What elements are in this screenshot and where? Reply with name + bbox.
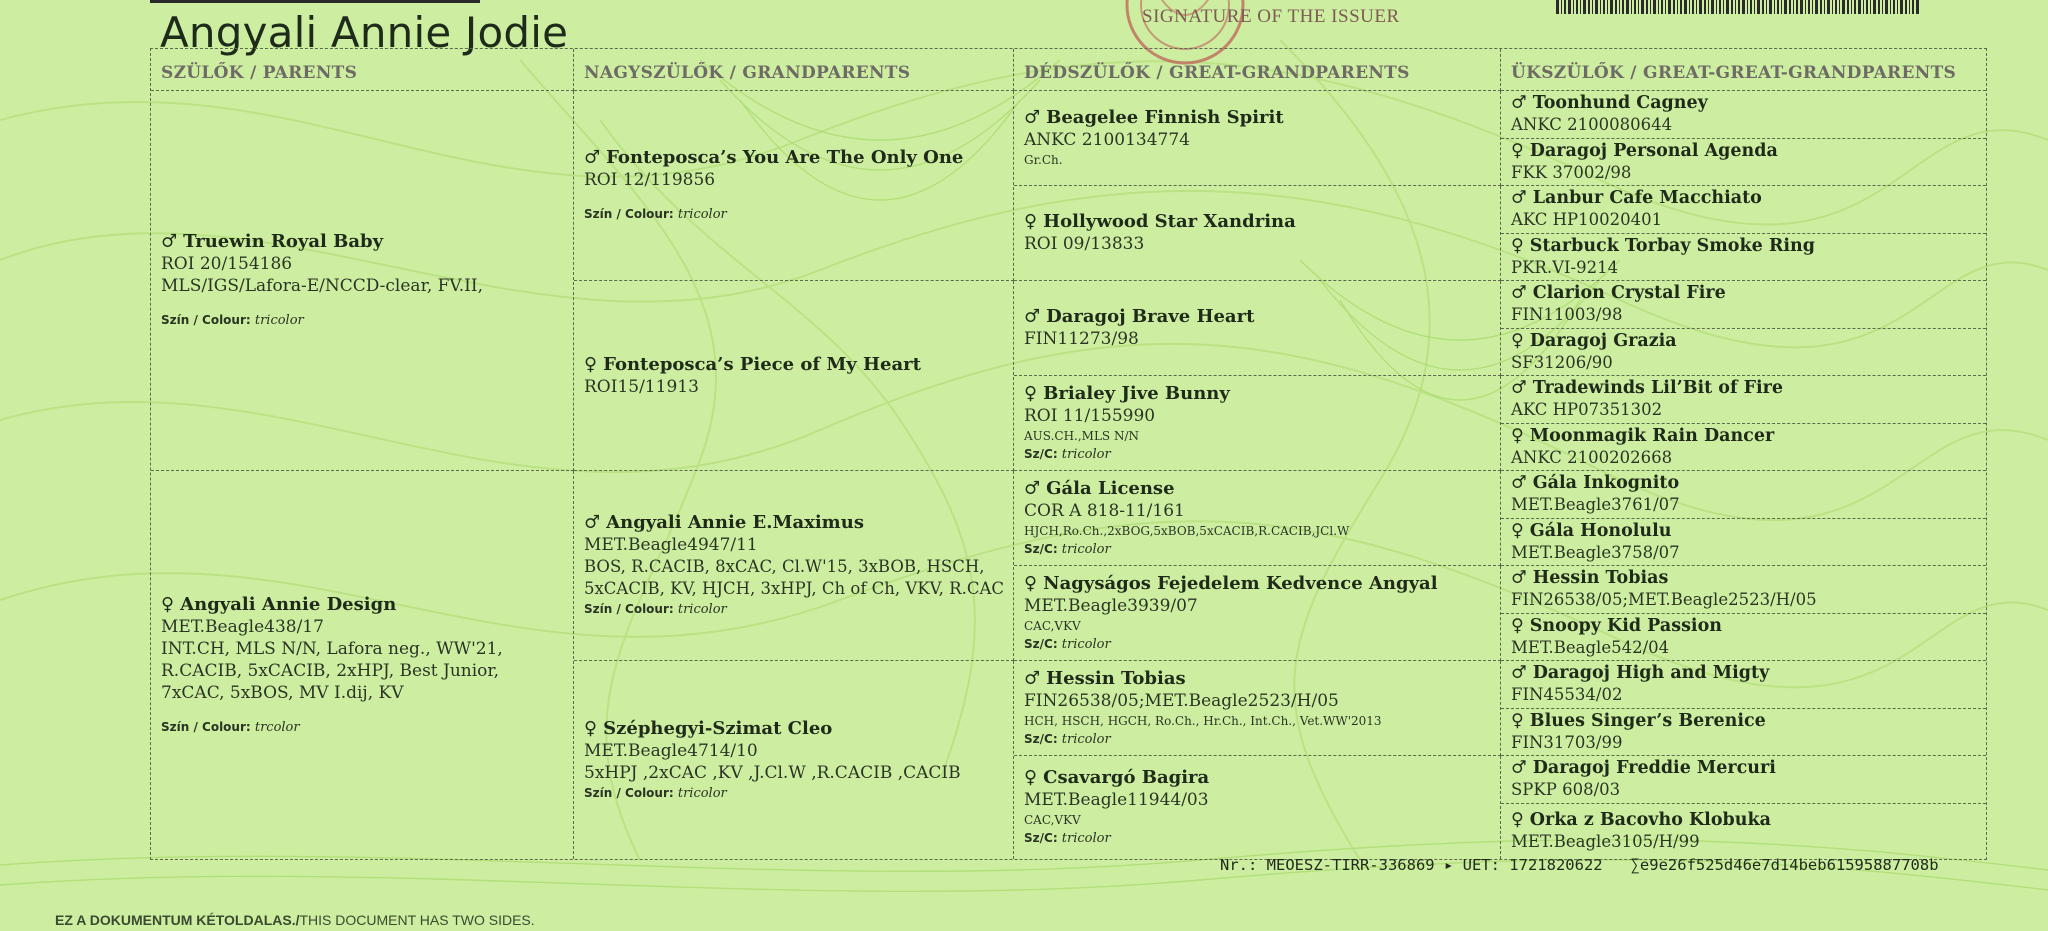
registration-number: MET.Beagle438/17 — [161, 616, 324, 637]
dog-name: Tradewinds Lil’Bit of Fire — [1532, 378, 1784, 399]
female-sex-icon: ♀ — [1511, 425, 1524, 446]
dog-name: Lanbur Cafe Macchiato — [1532, 188, 1762, 209]
dog-name: Daragoj Personal Agenda — [1529, 140, 1778, 161]
female-sex-icon: ♀ — [1511, 810, 1524, 831]
colour-label: Szín / Colour: — [584, 602, 674, 616]
registration-number: ANKC 2100134774 — [1024, 130, 1190, 150]
great-great-grandparent-9 — [1501, 471, 1986, 519]
registration-number: ROI15/11913 — [584, 376, 699, 397]
colour-label: Sz/C: — [1024, 541, 1058, 556]
male-sex-icon: ♂ — [161, 231, 178, 252]
female-sex-icon: ♀ — [1024, 572, 1038, 594]
colour-value: tricolor — [1061, 541, 1111, 557]
male-sex-icon: ♂ — [1024, 477, 1041, 499]
dog-name: Beagelee Finnish Spirit — [1046, 107, 1284, 128]
dog-name: Nagyságos Fejedelem Kedvence Angyal — [1043, 572, 1438, 594]
dog-name: Clarion Crystal Fire — [1532, 283, 1726, 304]
dog-name: Csavargó Bagira — [1043, 767, 1210, 788]
dog-titles: Gr.Ch. — [1024, 153, 1063, 167]
registration-number: MET.Beagle3939/07 — [1024, 595, 1198, 616]
two-sided-notice-en: THIS DOCUMENT HAS TWO SIDES. — [299, 912, 535, 928]
female-sex-icon: ♀ — [1511, 235, 1524, 256]
dog-name: Moonmagik Rain Dancer — [1529, 425, 1775, 446]
great-grandparent-2 — [1014, 186, 1501, 281]
dog-name: Starbuck Torbay Smoke Ring — [1529, 235, 1815, 256]
registration-number: PKR.VI-9214 — [1511, 257, 1619, 277]
colour-label: Szín / Colour: — [584, 785, 674, 800]
registration-number: MET.Beagle4947/11 — [584, 535, 758, 555]
dog-name: Angyali Annie Design — [180, 593, 397, 615]
colour-label: Szín / Colour: — [161, 719, 251, 734]
pedigree-table — [150, 48, 1987, 860]
header-grandparents: NAGYSZÜLŐK / GRANDPARENTS — [574, 49, 1014, 91]
colour-value: tricolor — [677, 602, 727, 617]
female-sex-icon: ♀ — [1511, 520, 1524, 541]
male-sex-icon: ♂ — [1024, 667, 1041, 689]
great-great-grandparent-3 — [1501, 186, 1986, 234]
registration-number: SPKP 608/03 — [1511, 780, 1621, 800]
male-sex-icon: ♂ — [1511, 758, 1527, 779]
dog-name: Hollywood Star Xandrina — [1043, 211, 1296, 232]
female-sex-icon: ♀ — [584, 353, 598, 375]
dog-titles: AUS.CH.,MLS N/N — [1024, 428, 1139, 443]
registration-number: MET.Beagle3105/H/99 — [1511, 832, 1700, 852]
header-great-grandparents: DÉDSZÜLŐK / GREAT-GRANDPARENTS — [1014, 49, 1501, 91]
registration-number: COR A 818-11/161 — [1024, 500, 1185, 521]
male-sex-icon: ♂ — [1511, 93, 1527, 114]
dog-titles: 5xHPJ ,2xCAC ,KV ,J.Cl.W ,R.CACIB ,CACIB — [584, 762, 961, 783]
registration-number: ANKC 2100202668 — [1511, 447, 1673, 467]
registration-number: FIN31703/99 — [1511, 732, 1623, 752]
male-sex-icon: ♂ — [1511, 473, 1527, 494]
female-sex-icon: ♀ — [1511, 330, 1524, 351]
dog-name: Brialey Jive Bunny — [1043, 382, 1230, 404]
colour-label: Szín / Colour: — [584, 207, 674, 221]
parent-sire — [151, 91, 574, 471]
great-grandparent-4 — [1014, 376, 1501, 471]
dog-titles: INT.CH, MLS N/N, Lafora neg., WW'21, R.CACIB, 5xCACIB, 2xHPJ, Best Junior, 7xCAC, 5xBOS, MV I.dij, KV — [161, 638, 503, 703]
registration-number: FIN26538/05;MET.Beagle2523/H/05 — [1024, 690, 1339, 711]
great-great-grandparent-12 — [1501, 614, 1986, 662]
registration-number: MET.Beagle542/04 — [1511, 637, 1670, 657]
colour-value: trcolor — [254, 719, 300, 735]
female-sex-icon: ♀ — [584, 717, 598, 739]
great-grandparent-1 — [1014, 91, 1501, 186]
great-great-grandparent-11 — [1501, 566, 1986, 614]
dog-name: Gála Inkognito — [1532, 473, 1680, 494]
dog-name: Truewin Royal Baby — [183, 231, 384, 252]
dog-name: Snoopy Kid Passion — [1529, 615, 1722, 636]
great-great-grandparent-15 — [1501, 756, 1986, 804]
male-sex-icon: ♂ — [1511, 663, 1527, 684]
grandparent-1 — [574, 91, 1014, 281]
two-sided-notice-hu: EZ A DOKUMENTUM KÉTOLDALAS./ — [55, 912, 300, 928]
dog-name: Gála Honolulu — [1529, 520, 1672, 541]
great-grandparent-8 — [1014, 756, 1501, 859]
great-grandparent-6 — [1014, 566, 1501, 661]
male-sex-icon: ♂ — [1511, 568, 1527, 589]
great-great-grandparent-8 — [1501, 424, 1986, 472]
dog-name: Daragoj Grazia — [1529, 330, 1677, 351]
registration-number: ROI 20/154186 — [161, 254, 293, 274]
great-grandparent-7 — [1014, 661, 1501, 756]
female-sex-icon: ♀ — [1024, 211, 1038, 232]
dog-name-title: Angyali Annie Jodie — [160, 8, 569, 57]
colour-value: tricolor — [677, 785, 727, 801]
registration-number: ROI 11/155990 — [1024, 405, 1156, 426]
grandparent-4 — [574, 661, 1014, 859]
dog-name: Daragoj Freddie Mercuri — [1532, 758, 1776, 779]
dog-titles: HCH, HSCH, HGCH, Ro.Ch., Hr.Ch., Int.Ch., Vet.WW'2013 — [1024, 713, 1382, 728]
great-great-grandparent-4 — [1501, 234, 1986, 282]
colour-value: tricolor — [1061, 731, 1111, 747]
male-sex-icon: ♂ — [584, 147, 601, 168]
registration-number: FIN11273/98 — [1024, 329, 1139, 349]
registration-number: MET.Beagle3761/07 — [1511, 495, 1680, 515]
female-sex-icon: ♀ — [1024, 767, 1038, 788]
header-parents: SZÜLŐK / PARENTS — [151, 49, 574, 91]
male-sex-icon: ♂ — [1024, 306, 1041, 327]
colour-label: Sz/C: — [1024, 636, 1058, 651]
great-grandparent-5 — [1014, 471, 1501, 566]
great-great-grandparent-13 — [1501, 661, 1986, 709]
dog-name: Fonteposca’s You Are The Only One — [606, 147, 964, 168]
colour-value: tricolor — [1061, 636, 1111, 652]
female-sex-icon: ♀ — [1511, 140, 1524, 161]
colour-value: tricolor — [1061, 831, 1111, 846]
dog-name: Széphegyi-Szimat Cleo — [603, 717, 833, 739]
two-sided-notice — [55, 912, 535, 928]
colour-value: tricolor — [677, 207, 727, 222]
great-great-grandparent-10 — [1501, 519, 1986, 567]
great-great-grandparent-1 — [1501, 91, 1986, 139]
dog-name: Gála License — [1046, 477, 1175, 499]
registration-number: ANKC 2100080644 — [1511, 115, 1673, 135]
dog-name: Blues Singer’s Berenice — [1529, 710, 1766, 731]
dog-name: Daragoj High and Migty — [1532, 663, 1770, 684]
male-sex-icon: ♂ — [584, 512, 601, 533]
header-great-great-grandparents: ÜKSZÜLŐK / GREAT-GREAT-GRANDPARENTS — [1501, 49, 1986, 91]
colour-label: Szín / Colour: — [161, 313, 251, 327]
female-sex-icon: ♀ — [1511, 615, 1524, 636]
great-great-grandparent-7 — [1501, 376, 1986, 424]
registration-number: AKC HP10020401 — [1511, 210, 1663, 230]
barcode — [1556, 0, 1920, 14]
female-sex-icon: ♀ — [1024, 382, 1038, 404]
dog-name: Toonhund Cagney — [1532, 93, 1708, 114]
grandparent-3 — [574, 471, 1014, 661]
female-sex-icon: ♀ — [161, 593, 175, 615]
dog-titles: HJCH,Ro.Ch.,2xBOG,5xBOB,5xCACIB,R.CACIB,JCl.W — [1024, 523, 1350, 538]
colour-label: Sz/C: — [1024, 831, 1058, 845]
great-grandparent-3 — [1014, 281, 1501, 376]
dog-titles: MLS/IGS/Lafora-E/NCCD-clear, FV.II, — [161, 276, 483, 296]
female-sex-icon: ♀ — [1511, 710, 1524, 731]
document-number-line: Nr.: MEOESZ-TIRR-336869 ▸ UET: 1721820622 ∑e9e26f525d46e7d14beb61595887708b — [1220, 856, 1939, 874]
male-sex-icon: ♂ — [1511, 378, 1527, 399]
great-great-grandparent-16 — [1501, 804, 1986, 860]
dog-name: Hessin Tobias — [1532, 568, 1669, 589]
registration-number: FIN26538/05;MET.Beagle2523/H/05 — [1511, 590, 1817, 610]
registration-number: AKC HP07351302 — [1511, 400, 1663, 420]
great-great-grandparent-5 — [1501, 281, 1986, 329]
dog-titles: CAC,VKV — [1024, 618, 1081, 633]
colour-label: Sz/C: — [1024, 731, 1058, 746]
registration-number: MET.Beagle3758/07 — [1511, 542, 1680, 562]
dog-name: Orka z Bacovho Klobuka — [1529, 810, 1771, 831]
registration-number: FIN45534/02 — [1511, 685, 1623, 705]
grandparent-2 — [574, 281, 1014, 471]
registration-number: MET.Beagle4714/10 — [584, 740, 758, 761]
registration-number: FIN11003/98 — [1511, 305, 1623, 325]
male-sex-icon: ♂ — [1024, 107, 1041, 128]
great-great-grandparent-6 — [1501, 329, 1986, 377]
male-sex-icon: ♂ — [1511, 188, 1527, 209]
colour-label: Sz/C: — [1024, 446, 1058, 461]
dog-name: Fonteposca’s Piece of My Heart — [603, 353, 921, 375]
dog-name: Angyali Annie E.Maximus — [606, 512, 864, 533]
colour-value: tricolor — [254, 313, 304, 328]
top-edge-bar — [150, 0, 480, 3]
parent-dam — [151, 471, 574, 859]
issuer-signature-label: SIGNATURE OF THE ISSUER — [1142, 6, 1400, 27]
great-great-grandparent-2 — [1501, 139, 1986, 187]
registration-number: FKK 37002/98 — [1511, 162, 1632, 182]
registration-number: SF31206/90 — [1511, 352, 1613, 372]
dog-name: Hessin Tobias — [1046, 667, 1186, 689]
dog-name: Daragoj Brave Heart — [1046, 306, 1255, 327]
registration-number: MET.Beagle11944/03 — [1024, 790, 1209, 810]
great-great-grandparent-14 — [1501, 709, 1986, 757]
dog-titles: BOS, R.CACIB, 8xCAC, Cl.W'15, 3xBOB, HSCH, 5xCACIB, KV, HJCH, 3xHPJ, Ch of Ch, VKV, R.CAC — [584, 557, 1005, 598]
colour-value: tricolor — [1061, 446, 1111, 462]
registration-number: ROI 12/119856 — [584, 170, 716, 190]
dog-titles: CAC,VKV — [1024, 813, 1081, 827]
male-sex-icon: ♂ — [1511, 283, 1527, 304]
registration-number: ROI 09/13833 — [1024, 234, 1145, 254]
